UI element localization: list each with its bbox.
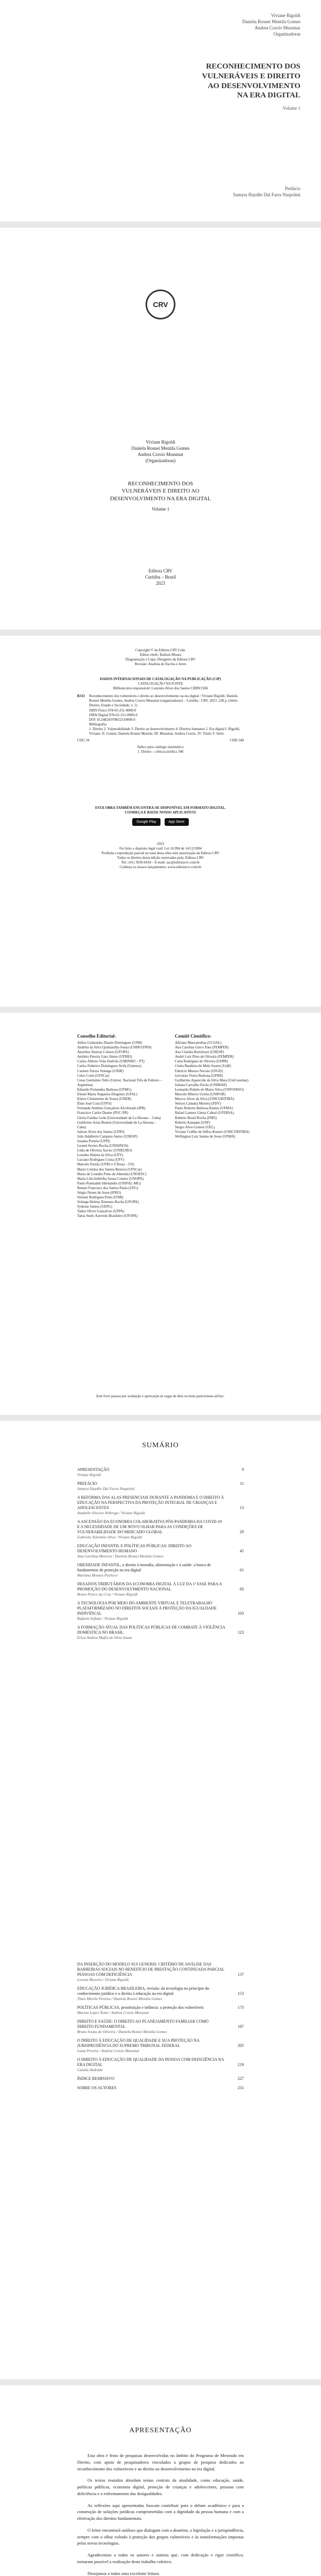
toc-entry-title: APRESENTAÇÃO [77, 1467, 110, 1472]
toc-list [77, 1962, 244, 2095]
committee-member: Sergio Alves Gomes (UEL) [175, 1125, 215, 1129]
committee-member: Wellington Luiz Santos de Jesus (UFMA) [175, 1134, 236, 1139]
toc-entry-author: Erica Andrea Mafra de Silva Souza [77, 1635, 132, 1640]
scientific-committee-list [175, 1041, 252, 1139]
board-member: Antônio Pereira Gaio Júnior (UFRRJ) [77, 1055, 132, 1059]
toc-entry-page: 231 [238, 2086, 244, 2090]
digital-notice [77, 806, 244, 826]
toc-row [77, 1481, 244, 1486]
board-member: Elizeu Clementino de Souza (UNEB) [77, 1097, 131, 1101]
presentation-paragraph: As reflexões aqui apresentadas buscam contribuir para o debate acadêmico e para a construção de soluções jurídicas comprometidas com a dignidade da pessoa humana e com a efetivação dos direitos fundamentais. [77, 2502, 244, 2521]
board-member: Carmen Tereza Velanga (UNIR) [77, 1069, 124, 1073]
committee-member: Leonardo Rabelo de Matos Silva (UNIVERSO) [175, 1087, 244, 1092]
isbn-digital: ISBN Digital 978-65-251-0000-0 [89, 713, 137, 717]
cip-code: R311 [77, 694, 85, 699]
toc-entry[interactable] [77, 2005, 244, 2015]
toc-entry-page: 219 [238, 2062, 244, 2067]
toc-entry-page: 173 [238, 2005, 244, 2010]
toc-row [77, 1986, 244, 1996]
cover-title-line: VULNERÁVEIS E DIREITO [202, 72, 300, 80]
cover-title-line: RECONHECIMENTO DOS [206, 62, 300, 71]
committee-member: Roberto Brasil Rocha (FMS) [175, 1115, 217, 1120]
toc-entry[interactable] [77, 1625, 244, 1640]
toc-entry-title: O DIREITO À EDUCAÇÃO DE QUALIDADE E SUA PROTEÇÃO NA JURISPRUDÊNCIA DO SUPREMO TRIBUNAL FEDERAL [77, 2038, 200, 2048]
board-member: Gloria Fariñas León (Universidade de La Havana – Cuba) [77, 1115, 161, 1120]
cover-preface [233, 185, 300, 198]
board-member: Andréia da Silva Quintanilha Sousa (UNIR/UFRN) [77, 1045, 152, 1050]
digital-notice-title: ESTA OBRA TAMBÉM ENCONTRA-SE DISPONÍVEL EM FORMATO DIGITAL. [95, 806, 226, 810]
title-page [0, 228, 321, 630]
board-member: Marcelo Paixão (UFRJ e UTexas – US) [77, 1162, 134, 1167]
board-member: Aldira Guimarães Duarte Domínguez (UNB) [77, 1041, 142, 1045]
toc-entry-author: Ana Carolina Moreira / Daniela Rosnei Mentila Gomes [77, 1554, 164, 1558]
board-member: Jailson Alves dos Santos (UFRJ) [77, 1129, 124, 1134]
editorial-board-list [77, 1041, 165, 1219]
cover-page [0, 0, 321, 222]
toc-entry-title: EDUCAÇÃO INFANTIL E POLÍTICAS PÚBLICAS: DIREITO AO DESENVOLVIMENTO HUMANO [77, 1544, 192, 1553]
presentation-paragraph: Os textos reunidos abordam temas centrais da atualidade, como educação, saúde, políticas públicas, economia digital, proteção de crianças e adolescentes, pessoas com deficiência e o enfrentamento das desigualdades. [77, 2478, 244, 2496]
presentation-title: APRESENTAÇÃO [129, 2427, 192, 2434]
toc-entry-author: Luiza Pereira / Andrea Cravio Mussmar [77, 2048, 140, 2053]
toc-entry-author: Thaís Mirelle Pereira / Daniela Rosnei Mentila Gomes [77, 1996, 163, 2001]
website-line: Conheça os nossos lançamentos: www.editoracrv.com.br [119, 865, 202, 870]
toc-row [77, 2076, 244, 2081]
legal-block [77, 842, 244, 870]
board-member: Simone Rodrigues Pinto (UNB) [77, 1195, 123, 1200]
toc-entry-title: DESAFIOS TRIBUTÁRIOS DA ECONOMIA DIGITAL À LUZ DA 1ª FASE PARA A PROMOÇÃO DO DESENVOLVIMENTO NACIONAL [77, 1582, 222, 1591]
toc-entry-page: 13 [240, 1505, 244, 1510]
cover-editors-role: Organizadoras [273, 31, 300, 37]
presentation-paragraph: Esta obra é fruto de pesquisas desenvolvidas no âmbito do Programa de Mestrado em Direito, com apoio de pesquisadores vinculados a grupos de pesquisa dedicados ao reconhecimento dos vulneráveis e ao direito ao desenvolvimento na era digital. [77, 2453, 244, 2471]
title-volume: Volume 1 [151, 506, 170, 512]
toc-row [77, 2005, 244, 2010]
toc-entry-page: 103 [238, 1611, 244, 1616]
board-member: João Adalberto Campato Junior (UNESP) [77, 1134, 138, 1139]
title-editors [0, 439, 321, 464]
toc-row [77, 1625, 244, 1635]
cip-subtitle: CATALOGAÇÃO NA FONTE [138, 682, 183, 686]
board-member: Maria Lília Imbiriba Sousa Colares (UNOPA) [77, 1176, 144, 1181]
bibliography-label: Bibliografia [89, 722, 106, 726]
title-line: RECONHECIMENTO DOS [128, 481, 193, 487]
editorial-board [77, 1033, 165, 1219]
toc-entry[interactable] [77, 1986, 244, 2001]
toc-entry-title: DIREITO E SAÚDE: O DIREITO AO PLANEJAMENTO FAMILIAR COMO DIREITO FUNDAMENTAL [77, 2019, 209, 2029]
toc-entry-title: OBESIDADE INFANTIL, o direito à moradia, alimentação e à saúde: a busca de fundamentos de proteção na era digital [77, 1563, 211, 1572]
board-member: Maria de Lourdes Pinto de Almeida (UNOESC) [77, 1172, 147, 1176]
toc-entry-author: Mariana Moraes Pacheco [77, 1573, 118, 1578]
board-member: Sérgio Nunes de Jesus (IFRO) [77, 1191, 121, 1195]
toc-list [77, 1467, 244, 1644]
committee-member: Roberto Kanaane (USP) [175, 1120, 210, 1125]
legal-deposit: Foi feito o depósito legal conf. Lei 10.994 de 14/12/2004 [119, 846, 202, 851]
toc-entry-title: DA INSERÇÃO DO MODELO SUI GENERIS: CRITÉRIO DE ANÁLISE DAS BARREIRAS SOCIAIS NO BENEFÍCIO DE PRESTAÇÃO CONTINUADA PARCIAL PESSOAS COM DEFICIÊNCIA [77, 1962, 225, 1977]
cover-preface-label: Prefácio [285, 186, 300, 191]
board-member: Francisco Carlos Duarte (PUC-PR) [77, 1111, 128, 1115]
publisher-city: Curitiba – Brasil [145, 574, 176, 580]
editorial-board-title: Conselho Editorial: [77, 1033, 116, 1039]
copyright-line: Copyright © da Editora CRV Ltda. [135, 648, 186, 652]
toc-row [77, 1601, 244, 1616]
toc-entry[interactable] [77, 2086, 244, 2091]
publisher-logo: CRV [146, 290, 175, 319]
committee-member: Ana Carolina Greco Paes (FEMPER) [175, 1045, 229, 1050]
cover-title-line: AO DESENVOLVIMENTO [207, 81, 300, 90]
committee-member: Carla Rodrigues de Oliveira (UFRR) [175, 1059, 228, 1064]
cover-editor: Daniela Rosnei Mentila Gomes [242, 19, 300, 25]
board-member: Paulo Romualdo Hernandes (UNIFAL-MG) [77, 1181, 141, 1185]
publisher-year: 2023 [156, 581, 165, 586]
presentation-paragraph: Desejamos a todos uma excelente leitura. [87, 2570, 160, 2576]
title-editor: Andrea Cravio Mussmar [137, 452, 184, 457]
board-page [0, 1013, 321, 1415]
toc-entry-page: 61 [240, 1568, 244, 1572]
board-member: Cesar Gerónimo Tello (Univer. Nacional Três de Febrero – Argentina) [77, 1078, 162, 1087]
cdu: CDU 34 [77, 738, 90, 743]
committee-member: Paulo Roberto Barbosa Ramos (UFMA) [175, 1106, 233, 1111]
committee-member: Adriano Mascarenhas (UCSAL) [175, 1041, 222, 1045]
toc-entry-title: ÍNDICE REMISSIVO [77, 2076, 115, 2081]
board-member: Carlos Alberto Vilar Estêvão (UMINHO – PT) [77, 1059, 145, 1064]
board-member: Fernando Antônio Gonçalves Alcoforado (IPB) [77, 1106, 146, 1111]
toc-entry-page: 227 [238, 2076, 244, 2081]
toc-entry-title: O DIREITO À EDUCAÇÃO DE QUALIDADE DA PESSOA COM DEFICIÊNCIA NA ERA DIGITAL [77, 2057, 224, 2067]
board-member: Elione Maria Nogueira Diogenes (UFAL) [77, 1092, 137, 1097]
cover-editors [242, 12, 300, 38]
cip-block [77, 677, 244, 754]
doi: DOI 10.24824/978652510000.0 [89, 717, 135, 722]
toc-row [77, 1467, 244, 1472]
title-main [0, 480, 321, 502]
reproduction-notice: Proibida a reprodução parcial ou total desta obra sem autorização da Editora CRV [101, 851, 220, 856]
toc-entry-title: PREFÁCIO [77, 1481, 97, 1486]
committee-member: Marcelo Ribeiro Uchôa (UNIFOR) [175, 1092, 226, 1097]
copyright-credits [77, 648, 244, 667]
board-member: Eduardo Fernandes Barbosa (UFMG) [77, 1087, 132, 1092]
cip-subjects: 1. Direito 2. Vulnerabilidade 3. Direito ao desenvolvimento 4. Direitos humanos 5. Era digital I. Rigoldi, Viviane. II. Gomes, Daniela Rosnei Mentila. III. Mussmar, Andrea Cravio. IV. Título V. Série. [89, 726, 240, 736]
cip-record [77, 694, 244, 736]
board-member: Leonel Severo Rocha (UNISINOS) [77, 1144, 129, 1148]
toc-entry[interactable] [77, 2038, 244, 2053]
board-member: Renato Francisco dos Santos Paula (UFG) [77, 1185, 138, 1190]
board-member: Lídia de Oliveira Xavier (UNIEURO) [77, 1148, 132, 1153]
scientific-committee-title: Comitê Científico: [175, 1033, 211, 1039]
toc-entry-page: 137 [238, 1972, 244, 1977]
toc-entry-page: 187 [238, 2024, 244, 2029]
board-member: Élsio José Corá (UFFS) [77, 1101, 112, 1106]
toc-entry-title: POLÍTICAS PÚBLICAS, prostituição e infância: a proteção dos vulneráveis [77, 2005, 204, 2010]
board-member: Guillermo Arias Beatón (Universidade de La Havana – Cuba) [77, 1120, 157, 1129]
review-credit: Revisão: Analista de Escrita e Artes [134, 662, 187, 667]
committee-member: Marcos Alves da Silva (UNICURITIBA) [175, 1097, 235, 1101]
toc-entry-author: Bruno Peters da Cruz / Viviane Rigoldi [77, 1592, 138, 1597]
toc-entry[interactable] [77, 1481, 244, 1491]
committee-member: Fabrício Muraro Novais (UFGD) [175, 1069, 223, 1073]
toc-entry[interactable] [77, 2019, 244, 2034]
toc-entry-page: 45 [240, 1549, 244, 1553]
toc-entry-page: 153 [238, 1991, 244, 1996]
google-play-badge[interactable]: Google Play [132, 818, 160, 826]
committee-member: Viviane Coêlho de Séllos-Knoerr (UNICURITIBA) [175, 1129, 249, 1134]
toc-entry-author: Rafaela Sofiatti / Viviane Rigoldi [77, 1616, 129, 1621]
design-credit: Diagramação e Capa: Designers da Editora CRV [125, 657, 196, 662]
toc-row [77, 1495, 244, 1511]
toc-entry-page: 83 [240, 1587, 244, 1591]
cover-editor: Viviane Rigoldi [271, 13, 300, 18]
toc-entry-page: 29 [240, 1530, 244, 1534]
toc-entry-author: Lorena Moreira / Viviane Rigoldi [77, 1977, 129, 1982]
cip-record-body [89, 694, 244, 736]
toc-entry-author: Anabelle Silveira Nóbrega / Viviane Rigoldi [77, 1511, 145, 1515]
board-member: Tania Suely Azevedo Brasileiro (UFOPA) [77, 1214, 138, 1218]
toc-row [77, 1544, 244, 1554]
toc-row [77, 2057, 244, 2067]
title-line: VULNERÁVEIS E DIREITO AO [121, 488, 200, 495]
toc-entry-page: 205 [238, 2043, 244, 2048]
title-editor: Daniela Rosnei Mentila Gomes [131, 446, 190, 451]
toc-entry[interactable] [77, 1601, 244, 1621]
peer-review-note: Este livro passou por avaliação e aprovação às cegas de dois ou mais pareceristas ad hoc. [96, 1394, 225, 1398]
presentation-paragraph: Agradecemos a todos os autores e autoras que, com dedicação e rigor científico, tornaram possível a realização deste trabalho coletivo. [77, 2552, 244, 2564]
toc-entry-title: EDUCAÇÃO JURÍDICA BRASILEIRA, revisão: da tecnologia no princípio do conhecimento jurídico e o direito à educação na era digital [77, 1986, 209, 1996]
board-member: Celso Conti (UFSCar) [77, 1073, 110, 1078]
board-member: Josania Portela (UFPI) [77, 1139, 110, 1143]
toc-entry-title: A ASCENSÃO DA ECONOMIA COLABORATIVA PÓS-PANDEMIA DA COVID-19 E A NECESSIDADE DE UM NOVO OLHAR PARA AS CONDIÇÕES DE VULNERABILIDADE DO MERCADO GLOBAL [77, 1519, 222, 1534]
toc-entry[interactable] [77, 2076, 244, 2081]
rights-reserved: Todos os direitos desta edição reservados pela: Editora CRV [117, 856, 204, 860]
cip-record-text: Reconhecimento dos vulneráveis e direito ao desenvolvimento na era digital / Viviane Rigoldi, Daniela Rosnei Mentila Gomes, Andrea Cravio Mussmar (organizadoras) – Curitiba : CRV, 2023. 238 p. (Série: Direito, Estado e Sociedade, v. 1) [89, 694, 238, 708]
toc-entry-title: A FORMAÇÃO ATUAL DAS POLÍTICAS PÚBLICAS DE COMBATE À VIOLÊNCIA DOMÉSTICA NO BRASIL [77, 1625, 225, 1635]
board-member: Sydione Santos (UEPG) [77, 1205, 113, 1209]
title-line: DESENVOLVIMENTO NA ERA DIGITAL [110, 495, 211, 502]
committee-member: Juliana Carvalho Pavão (UNIMAR) [175, 1082, 227, 1087]
toc-row [77, 1563, 244, 1573]
toc-entry-author: Gabriela Tolentino Silva / Viviane Rigoldi [77, 1535, 142, 1539]
committee-member: Cíntia Bandeira de Melo Soares (UnB) [175, 1064, 231, 1069]
title-editors-role: (Organizadoras) [145, 458, 176, 464]
toc-row [77, 1582, 244, 1592]
board-member: Tadeu Oliver Gonçalves (UFPA) [77, 1209, 124, 1214]
title-imprint [0, 568, 321, 586]
cover-title [202, 62, 300, 100]
scientific-committee [175, 1033, 252, 1139]
committee-member: André Luiz Pires de Oliveira (FEMPER) [175, 1055, 234, 1059]
presentation-body [77, 2452, 244, 2576]
toc-entry-author: Camila Andrade [77, 2067, 103, 2072]
rights-year: 2023 [157, 842, 164, 846]
toc-entry[interactable] [77, 2057, 244, 2072]
board-member: Solange Helena Ximenes-Rocha (UFOPA) [77, 1200, 139, 1205]
committee-member: Guilherme Aparecido da Silva Maia (UniCesumar) [175, 1078, 248, 1082]
board-member: Lourdes Helena da Silva (UFV) [77, 1153, 123, 1158]
cover-editor: Andrea Cravio Mussmar [255, 25, 300, 31]
logo-wrap [0, 290, 321, 319]
toc-entry[interactable] [77, 1519, 244, 1539]
toc-entry-title: A TECNOLOGIA POR MEIO DO AMBIENTE VIRTUAL E TELETRABALHO PLATAFORMIZADO NO DIREITOS SOCIAIS À PROTEÇÃO DA IGUALDADE INDIVIDUAL [77, 1601, 217, 1616]
cover-title-line: NA ERA DIGITAL [237, 91, 300, 100]
toc-entry[interactable] [77, 1544, 244, 1558]
cip-class [77, 738, 244, 743]
toc-row [77, 1962, 244, 1977]
title-editor: Viviane Rigoldi [146, 439, 175, 445]
committee-member: Ana Claudia Bortolozzi (UNESP) [175, 1050, 224, 1055]
toc-entry-page: 11 [240, 1481, 244, 1486]
board-member: Anselmo Alencar Colares (UFOPA) [77, 1050, 129, 1055]
cip-title: DADOS INTERNACIONAIS DE CATALOGAÇÃO NA PUBLICAÇÃO (CIP) [100, 677, 221, 681]
toc-title: SUMÁRIO [142, 1442, 179, 1449]
toc-entry[interactable] [77, 1582, 244, 1597]
committee-member: Rafael Lamera Giesta Cabral (UFERSA) [175, 1111, 234, 1115]
toc-entry[interactable] [77, 1495, 244, 1515]
toc-entry-title: SOBRE OS AUTORES [77, 2086, 117, 2090]
editor-chief: Editor-chefe: Railson Moura [139, 653, 182, 657]
toc-entry-author: Viviane Rigoldi [77, 1472, 101, 1477]
toc-entry[interactable] [77, 1563, 244, 1578]
toc-page [0, 1421, 321, 2379]
publisher-name: Editora CRV [148, 568, 173, 573]
committee-member: Nelson Camatta Moreira (FDV) [175, 1101, 221, 1106]
committee-member: Gervásio Vieira Barbosa (UFRR) [175, 1073, 223, 1078]
index-item: 1. Direito – ciência jurídica 340 [137, 750, 184, 754]
app-store-badge[interactable]: App Store [165, 818, 189, 826]
store-badges [77, 818, 244, 826]
index-title: Índice para catálogo sistemático [137, 745, 184, 750]
cip-librarian: Bibliotecária responsável: Luzenira Alves dos Santos CRB9/1506 [113, 686, 208, 691]
copyright-page [0, 636, 321, 1007]
digital-notice-sub: CONHEÇA E BAIXE NOSSO APLICATIVO! [124, 810, 197, 815]
toc-row [77, 2019, 244, 2029]
cdd: CDD 340 [229, 738, 244, 743]
toc-entry-title: A REFORMA DAS ALAS PRESENCIAIS DURANTE A PANDEMIA E O DIREITO À EDUCAÇÃO NA PERSPECTIVA DA PROTEÇÃO INTEGRAL DE CRIANÇAS E ADOLESCENTES [77, 1495, 224, 1510]
board-member: Carlos Federico Dominguez Avila (Unieuro) [77, 1064, 141, 1069]
toc-entry-author: Marina Lopes Tomé / Andrea Cravio Mussmar [77, 2010, 150, 2015]
toc-row [77, 2038, 244, 2048]
toc-entry-author: Samyra Haydêe Dal Farra Naspolini [77, 1486, 135, 1491]
toc-entry-author: Bruno Souza de Oliveira / Daniela Rosnei Mentila Gomes [77, 2029, 167, 2034]
presentation-paragraph: O leitor encontrará análises que dialogam com a doutrina, a legislação e a jurisprudência, sempre com o olhar voltado à proteção dos grupos vulneráveis e às transformações impostas pelas novas tecnologias. [77, 2527, 244, 2546]
toc-entry[interactable] [77, 1467, 244, 1477]
presentation-page [0, 2385, 321, 2576]
toc-entry[interactable] [77, 1962, 244, 1982]
cover-preface-author: Samyra Haydêe Dal Farra Naspolini [233, 192, 300, 198]
contact-line: Tel.: (41) 3039-6418 – E-mail: sac@editoracrv.com.br [121, 860, 200, 865]
toc-row [77, 2086, 244, 2091]
cover-volume: Volume 1 [282, 106, 300, 111]
toc-entry-page: 9 [242, 1467, 244, 1472]
toc-entry-page: 123 [238, 1630, 244, 1635]
toc-row [77, 1519, 244, 1535]
board-member: Maria Cristina dos Santos Bezerra (UFSCar) [77, 1167, 142, 1172]
isbn-print: ISBN Físico 978-65-251-0000-0 [89, 708, 136, 713]
board-member: Luciano Rodrigues Costa (UFV) [77, 1158, 124, 1162]
